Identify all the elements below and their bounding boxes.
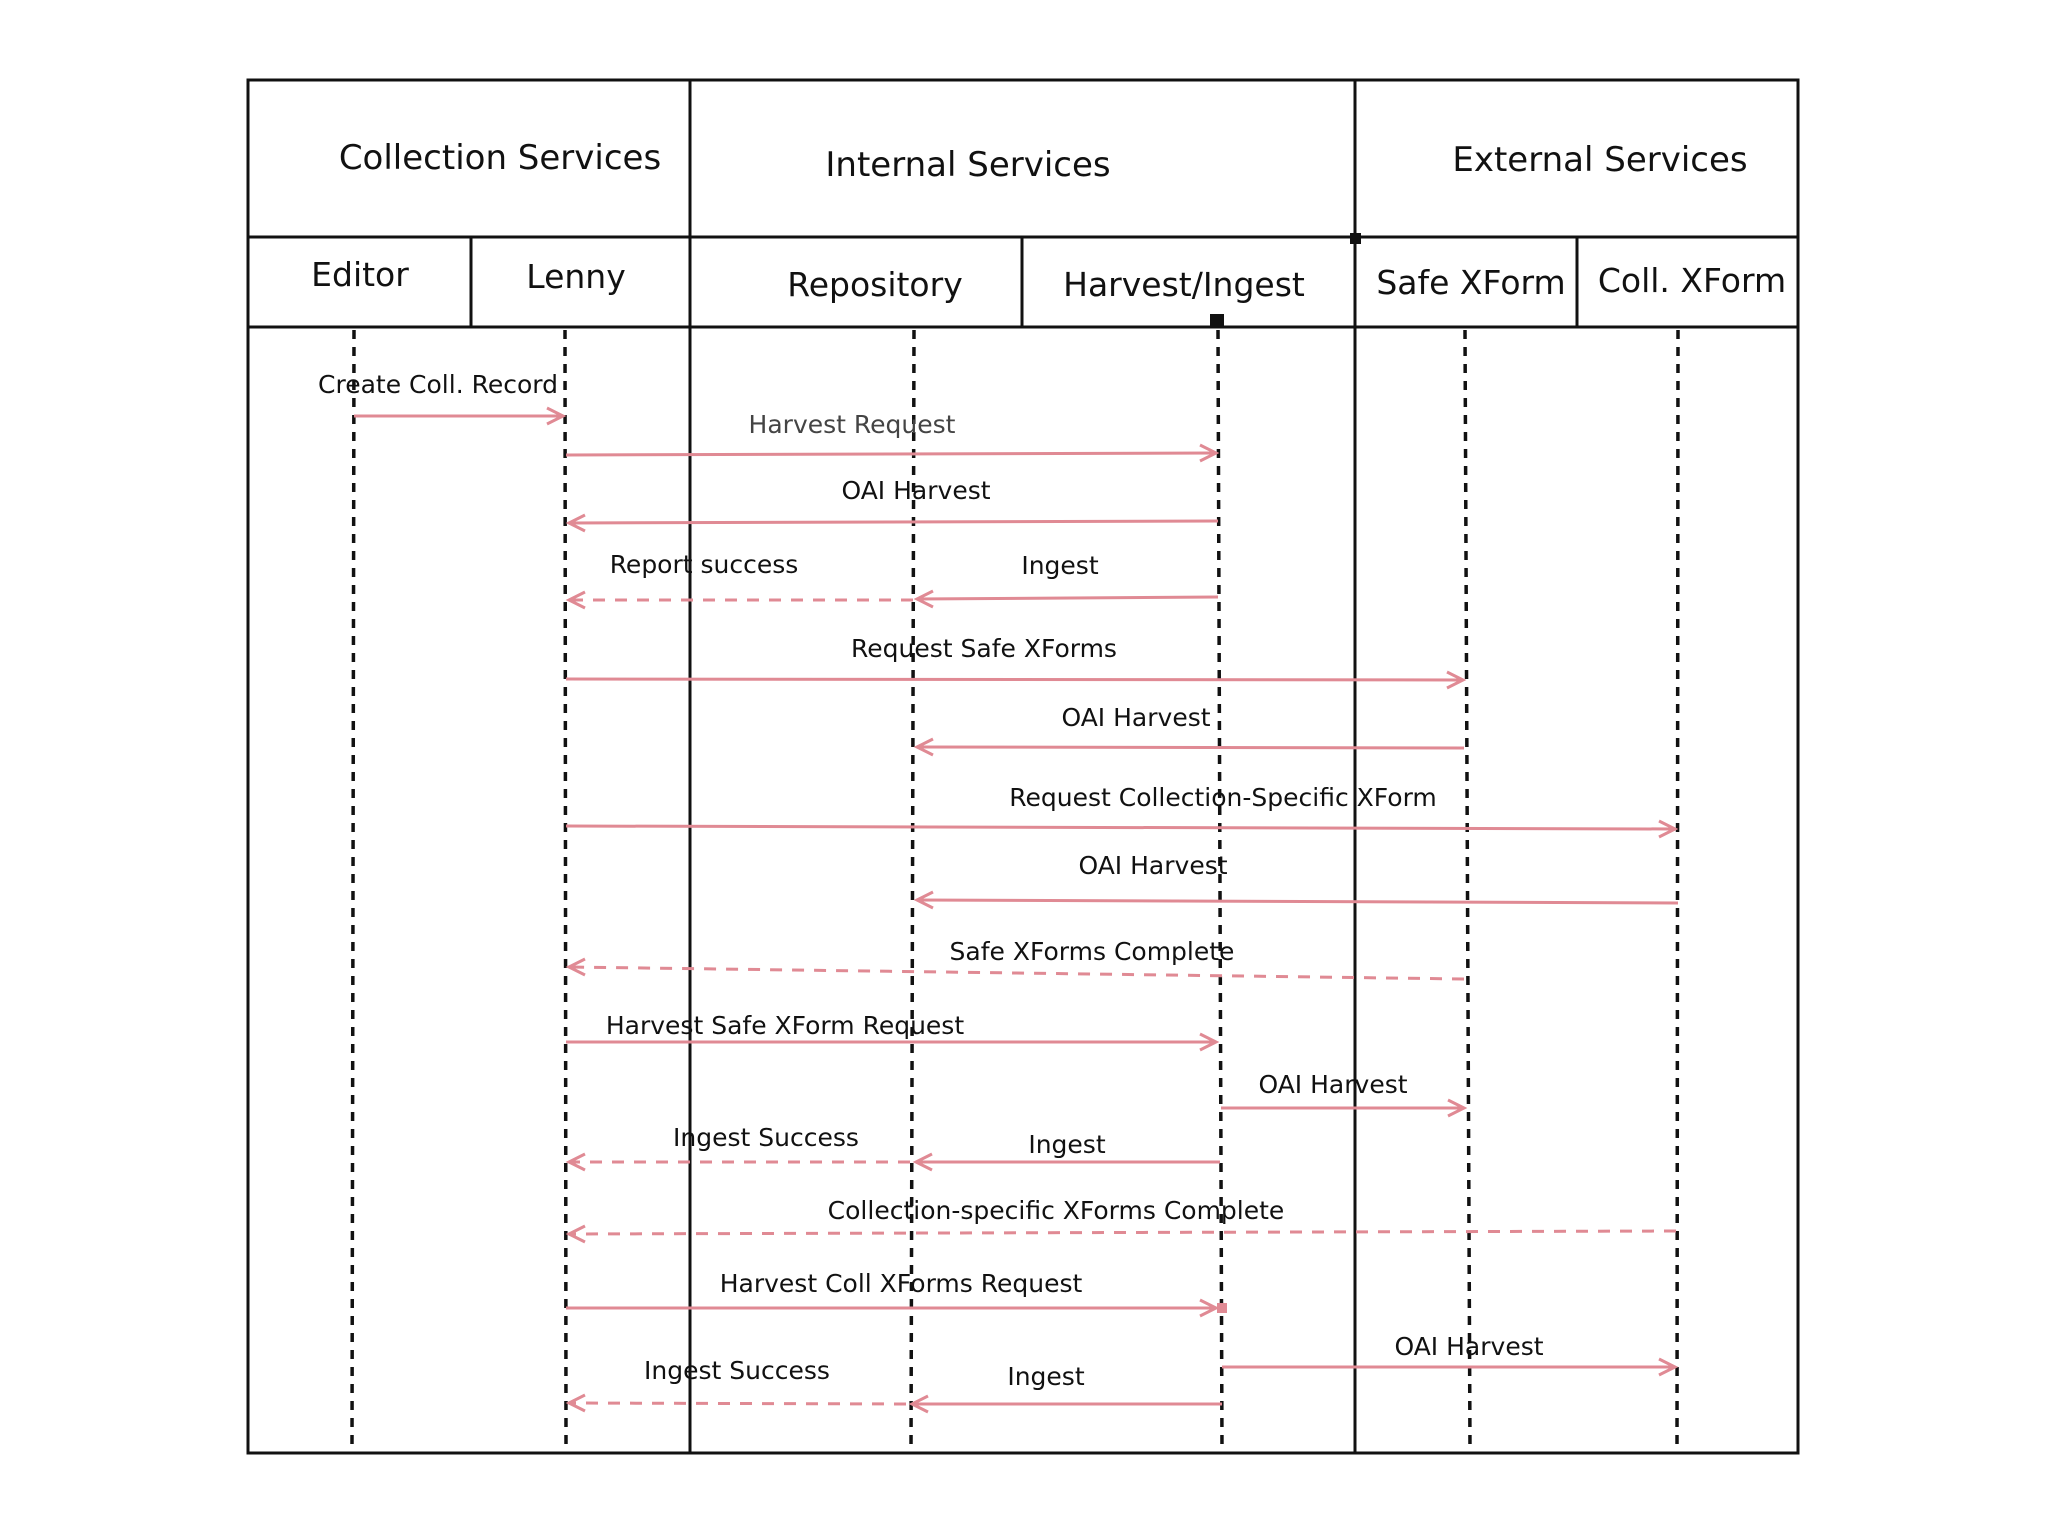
svg-text:Ingest Success: Ingest Success (673, 1123, 859, 1152)
participant-lenny: Lenny (526, 257, 626, 296)
svg-text:OAI Harvest: OAI Harvest (1258, 1070, 1408, 1099)
lifeline-editor (352, 330, 354, 1445)
svg-text:Create Coll. Record: Create Coll. Record (318, 370, 558, 399)
participant-safe-xform: Safe XForm (1376, 263, 1566, 302)
message-safe-xforms-complete (569, 937, 1464, 979)
message-ingest-1 (917, 551, 1218, 607)
svg-text:Harvest Safe XForm Request: Harvest Safe XForm Request (605, 1011, 965, 1040)
message-oai-harvest-3 (917, 851, 1678, 908)
message-oai-harvest-4 (1221, 1070, 1464, 1116)
lifeline-safe-xform (1465, 330, 1470, 1450)
svg-text:OAI Harvest: OAI Harvest (1078, 851, 1228, 880)
svg-text:Collection-specific XForms Com: Collection-specific XForms Complete (827, 1196, 1285, 1225)
participant-harvest-ingest: Harvest/Ingest (1063, 265, 1305, 304)
message-oai-harvest-2 (917, 703, 1464, 755)
svg-text:Request Safe XForms: Request Safe XForms (851, 634, 1117, 663)
svg-text:Safe XForms Complete: Safe XForms Complete (949, 937, 1235, 966)
svg-text:Ingest: Ingest (1021, 551, 1099, 580)
svg-text:Report success: Report success (609, 550, 799, 579)
svg-text:Ingest: Ingest (1028, 1130, 1106, 1159)
message-ingest-2 (916, 1130, 1220, 1170)
svg-text:OAI Harvest: OAI Harvest (1394, 1332, 1544, 1361)
lifeline-harvest-ingest (1218, 330, 1222, 1450)
lifeline-coll-xform (1677, 330, 1678, 1450)
lifeline-lenny (565, 330, 566, 1450)
svg-text:OAI Harvest: OAI Harvest (1061, 703, 1211, 732)
group-title-external-services: External Services (1452, 140, 1748, 180)
message-request-safe-xforms (566, 634, 1463, 688)
group-title-collection-services: Collection Services (338, 138, 662, 178)
message-harvest-coll-xforms-request (566, 1269, 1227, 1316)
message-ingest-success-2 (569, 1356, 906, 1411)
message-harvest-safe-xform-request (566, 1011, 1216, 1050)
group-title-internal-services: Internal Services (825, 145, 1111, 185)
message-request-collection-specific-xform (566, 783, 1675, 837)
message-oai-harvest-1 (569, 476, 1218, 531)
participant-repository: Repository (787, 265, 963, 304)
svg-text:Harvest Coll XForms Request: Harvest Coll XForms Request (719, 1269, 1083, 1298)
message-create-coll-record (318, 370, 563, 424)
svg-text:Ingest: Ingest (1007, 1362, 1085, 1391)
harvest-activation-marker (1210, 314, 1224, 328)
message-ingest-3 (912, 1362, 1222, 1412)
svg-text:Ingest Success: Ingest Success (644, 1356, 830, 1385)
message-collection-specific-xforms-complete (569, 1196, 1676, 1242)
participant-editor: Editor (311, 255, 409, 294)
participant-coll-xform: Coll. XForm (1597, 261, 1787, 300)
svg-text:Request Collection-Specific XF: Request Collection-Specific XForm (1009, 783, 1437, 812)
message-ingest-success-1 (569, 1123, 910, 1170)
message-oai-harvest-5 (1222, 1332, 1675, 1375)
message-report-success (569, 550, 913, 608)
svg-text:Harvest Request: Harvest Request (748, 410, 956, 439)
svg-text:OAI Harvest: OAI Harvest (841, 476, 991, 505)
message-harvest-request (566, 410, 1216, 461)
